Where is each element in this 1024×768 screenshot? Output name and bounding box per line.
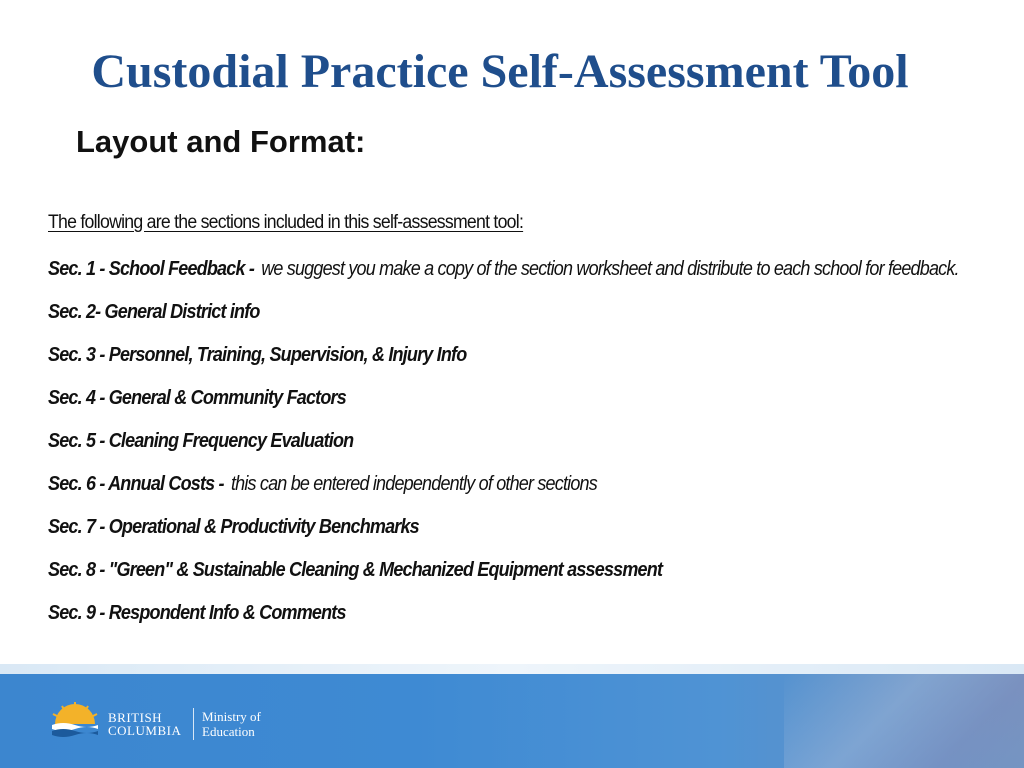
flag-decoration [784,674,1024,768]
sections-list [48,252,988,639]
bc-sun-logo-icon [50,700,100,738]
section-label: Sec. 5 - Cleaning Frequency Evaluation [48,430,354,452]
section-item [48,510,894,553]
section-item [48,467,894,510]
footer-divider [193,708,194,740]
section-item [48,338,894,381]
section-item [48,596,894,639]
section-label: Sec. 7 - Operational & Productivity Benchmarks [48,516,419,538]
ministry-name [202,709,261,739]
section-label: Sec. 2- General District info [48,301,260,323]
section-item [48,381,894,424]
section-item [48,295,894,338]
section-item [48,424,894,467]
ministry-line-1: Ministry of [202,709,261,724]
footer-bar [0,674,1024,768]
organization-name [108,711,181,737]
slide-title: Custodial Practice Self-Assessment Tool [91,45,909,98]
section-label: Sec. 3 - Personnel, Training, Supervision, & Injury Info [48,344,467,366]
org-line-1: BRITISH [108,710,163,725]
section-label: Sec. 9 - Respondent Info & Comments [48,602,346,624]
slide-subtitle: Layout and Format: [76,124,366,159]
sections-intro: The following are the sections included in this self-assessment tool: [48,212,524,233]
section-item [48,553,894,596]
section-label: Sec. 6 - Annual Costs - [48,473,224,495]
section-label: Sec. 4 - General & Community Factors [48,387,346,409]
section-label: Sec. 8 - "Green" & Sustainable Cleaning & Mechanized Equipment assessment [48,559,663,581]
section-note: we suggest you make a copy of the section worksheet and distribute to each school for feedback. [261,258,959,280]
section-label: Sec. 1 - School Feedback - [48,258,255,280]
footer-accent-strip [0,664,1024,674]
ministry-line-2: Education [202,724,255,739]
section-item [48,252,959,295]
section-note: this can be entered independently of other sections [230,473,597,495]
org-line-2: COLUMBIA [108,723,182,738]
